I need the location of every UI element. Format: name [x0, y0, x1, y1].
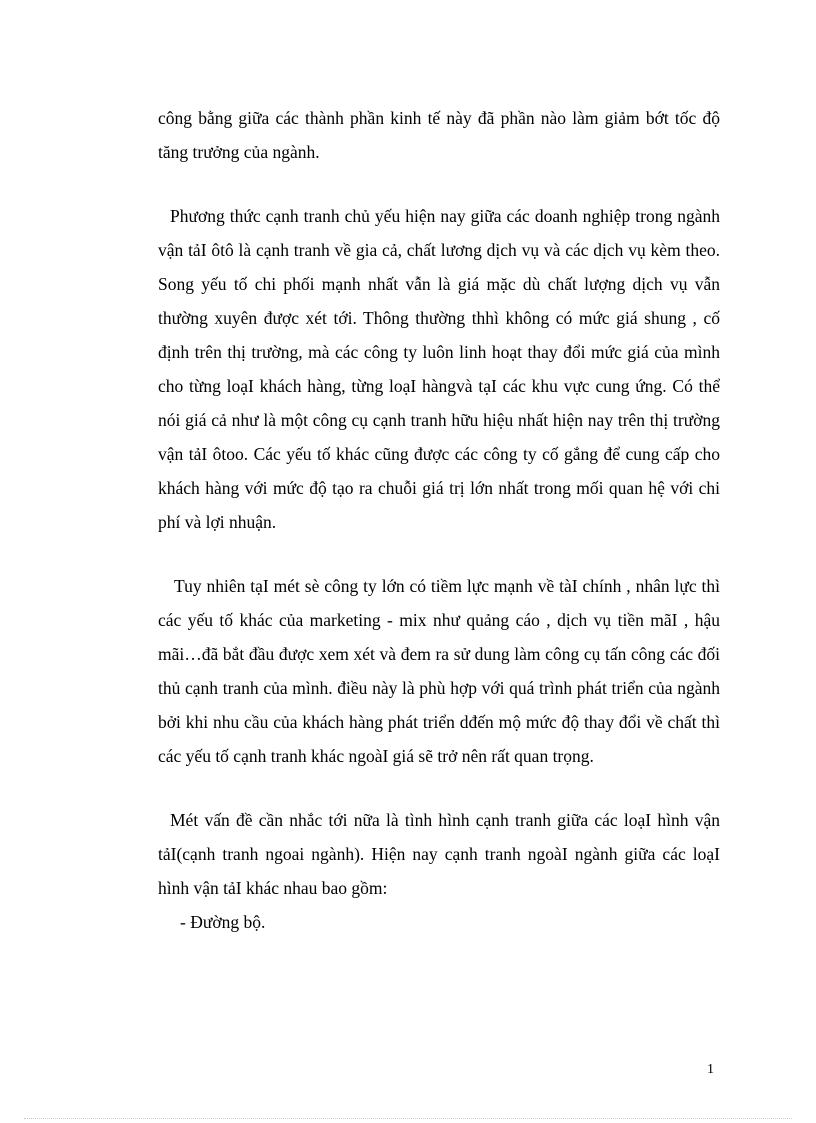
paragraph-competition-methods: Phương thức cạnh tranh chủ yếu hiện nay giữa các doanh nghiệp trong ngành vận tảI ôtô là cạnh tranh về gia cả, chất lương dịch vụ và các dịch vụ kèm theo. Song yếu tố chi phối mạnh nhất vẫn là giá mặc dù chất lượng dịch vụ vẫn thường xuyên được xét tới. Thông thường thhì không có mức giá shung , cố định trên thị trường, mà các công ty luôn linh hoạt thay đổi mức giá của mình cho từng loạI khách hàng, từng loạI hàngvà tạI các khu vực cung ứng. Có thể nói giá cả như là một công cụ cạnh tranh hữu hiệu nhất hiện nay trên thị trường vận tảI ôtoo. Các yếu tố khác cũng được các công ty cố gắng để cung cấp cho khách hàng với mức độ tạo ra chuỗi giá trị lớn nhất trong mối quan hệ với chi phí và lợi nhuận. [158, 206, 720, 532]
paragraph-inter-industry: Mét vấn đề cần nhắc tới nữa là tình hình cạnh tranh giữa các loạI hình vận tảI(cạnh tranh ngoai ngành). Hiện nay cạnh tranh ngoàI ngành giữa các loạI hình vận tảI khác nhau bao gồm: [158, 810, 720, 898]
document-body [158, 101, 720, 939]
page-bottom-divider [24, 1118, 792, 1119]
list-item-road: - Đường bộ. [180, 912, 266, 932]
paragraph-large-companies: Tuy nhiên tạI mét sè công ty lớn có tiềm lực mạnh về tàI chính , nhân lực thì các yếu tố khác của marketing - mix như quảng cáo , dịch vụ tiền mãI , hậu mãi…đã bắt đầu được xem xét và đem ra sử dung làm công cụ tấn công các đối thủ cạnh tranh của mình. điều này là phù hợp với quá trình phát triển của ngành bởi khi nhu cầu của khách hàng phát triển dđến mộ mức độ thay đổi về chất thì các yếu tố cạnh tranh khác ngoàI giá sẽ trở nên rất quan trọng. [158, 576, 720, 766]
paragraph-continuation: công bằng giữa các thành phần kinh tế này đã phần nào làm giảm bớt tốc độ tăng trưởng của ngành. [158, 108, 720, 162]
page-number: 1 [707, 1062, 714, 1077]
